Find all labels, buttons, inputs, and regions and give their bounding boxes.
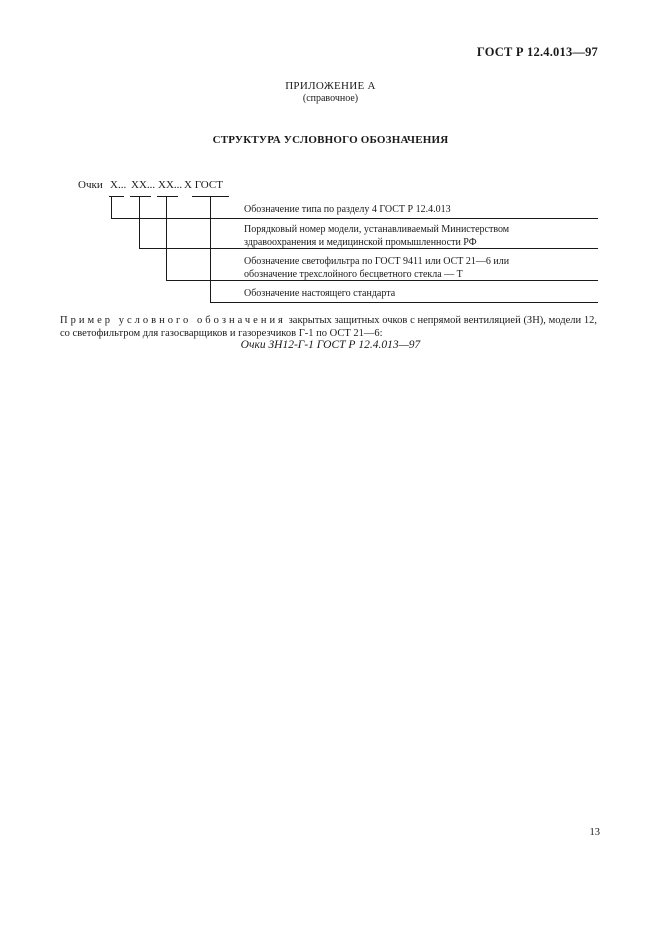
- example-paragraph: [60, 315, 597, 340]
- description-model-number: Порядковый номер модели, устанавливаемый Министерством здравоохранения и медицинской промышленности РФ: [244, 224, 510, 248]
- example-body: закрытых защитных очков с непрямой вентиляцией (ЗН), модели 12, со светофильтром для газосварщиков и газорезчиков Г-1 по ОСТ 21—6:: [60, 315, 597, 339]
- document-code: ГОСТ Р 12.4.013—97: [476, 45, 598, 59]
- description-filter: Обозначение светофильтра по ГОСТ 9411 или ОСТ 21—6 или обозначение трехслойного бесцветного стекла — Т: [244, 256, 510, 280]
- designation-part-filter: ХХ...: [158, 179, 183, 191]
- appendix-subtitle: (справочное): [302, 93, 359, 104]
- example-lead: Пример условного обозначения: [60, 315, 286, 326]
- section-title: СТРУКТУРА УСЛОВНОГО ОБОЗНАЧЕНИЯ: [212, 134, 449, 146]
- designation-part-standard: Х ГОСТ: [184, 179, 223, 191]
- designation-part-model: ХХ...: [131, 179, 156, 191]
- designation-part-type: Х...: [110, 179, 127, 191]
- description-type: Обозначение типа по разделу 4 ГОСТ Р 12.4.013: [244, 204, 451, 215]
- designation-prefix: Очки: [78, 179, 103, 191]
- page-number: 13: [589, 827, 600, 838]
- example-designation: Очки ЗН12-Г-1 ГОСТ Р 12.4.013—97: [240, 339, 421, 351]
- appendix-title: ПРИЛОЖЕНИЕ А: [285, 80, 376, 92]
- description-standard: Обозначение настоящего стандарта: [244, 288, 396, 299]
